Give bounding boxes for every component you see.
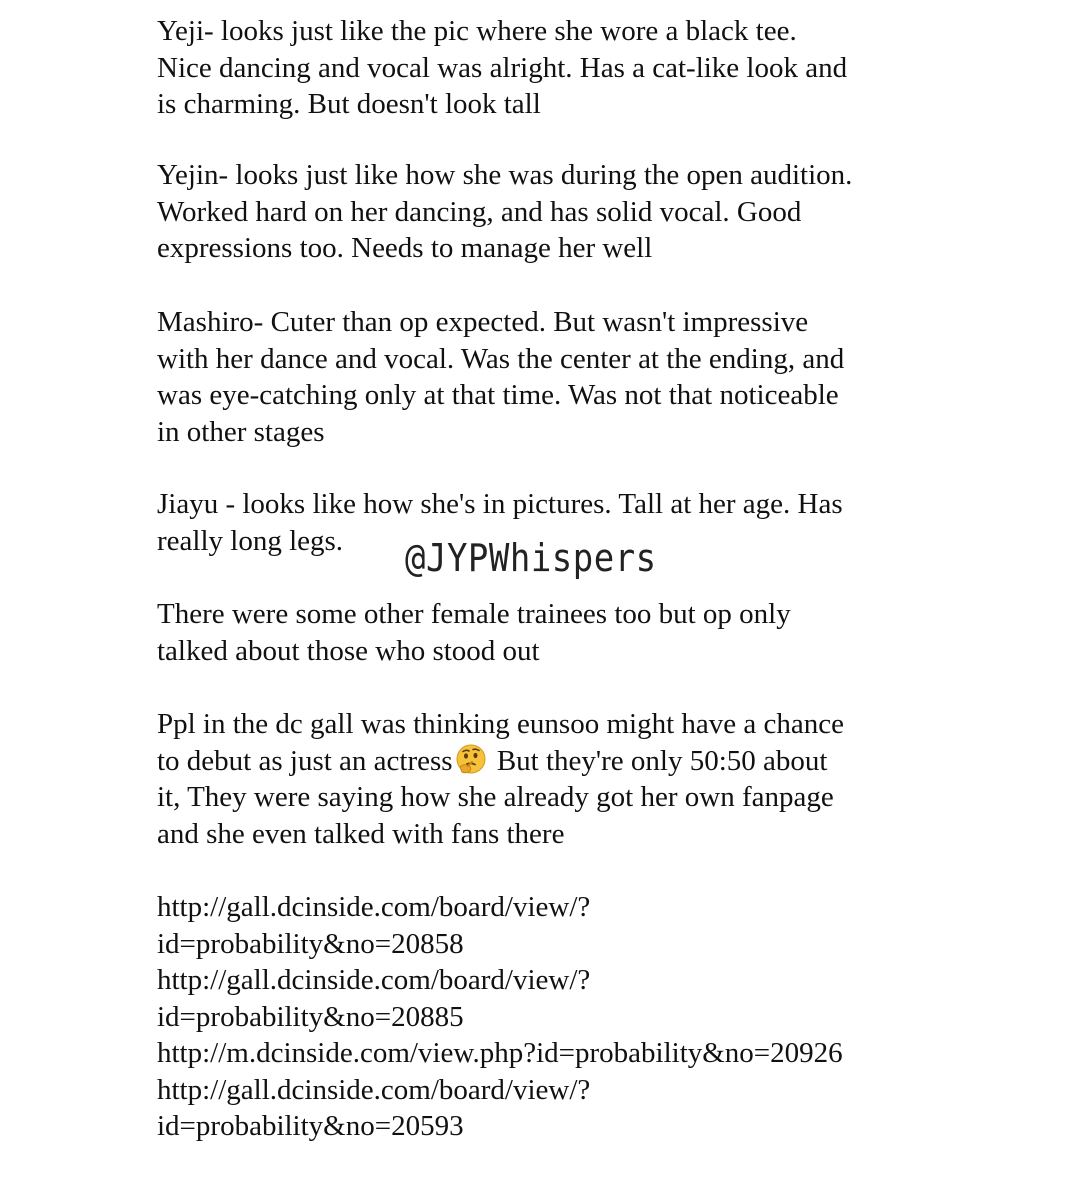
source-link-line: http://gall.dcinside.com/board/view/? xyxy=(157,1073,591,1106)
eunsoo-line-2-end: But they're only 50:50 about xyxy=(489,744,828,777)
eunsoo-line-1: Ppl in the dc gall was thinking eunsoo might have a chance xyxy=(157,708,844,740)
source-link-line: http://m.dcinside.com/view.php?id=probability&no=20926 xyxy=(157,1037,843,1069)
yejin-line-2: Worked hard on her dancing, and has solid vocal. Good xyxy=(157,195,802,228)
other-trainees-paragraph xyxy=(157,596,957,669)
eunsoo-paragraph xyxy=(157,706,957,852)
source-link-line: http://gall.dcinside.com/board/view/? xyxy=(157,891,591,923)
eunsoo-line-4: and she even talked with fans there xyxy=(157,817,565,850)
yeji-paragraph xyxy=(157,13,957,123)
eunsoo-line-2-start: to debut as just an actress xyxy=(157,744,453,777)
source-link-line: id=probability&no=20593 xyxy=(157,1110,464,1142)
jiayu-line-2: really long legs. xyxy=(157,524,344,557)
mashiro-line-2: with her dance and vocal. Was the center at the ending, and xyxy=(157,342,845,375)
source-link-line: id=probability&no=20885 xyxy=(157,1000,464,1033)
mashiro-line-3: was eye-catching only at that time. Was not that noticeable xyxy=(157,379,839,411)
yejin-paragraph xyxy=(157,157,957,267)
others-line-1: There were some other female trainees too but op only xyxy=(157,598,791,630)
jiayu-line-1: Jiayu - looks like how she's in pictures. Tall at her age. Has xyxy=(157,488,843,520)
yejin-line-3: expressions too. Needs to manage her well xyxy=(157,232,653,264)
mashiro-paragraph xyxy=(157,304,957,450)
eunsoo-line-2 xyxy=(157,743,957,780)
yeji-line-3: is charming. But doesn't look tall xyxy=(157,88,541,120)
yeji-line-1: Yeji- looks just like the pic where she wore a black tee. xyxy=(157,15,797,47)
others-line-2: talked about those who stood out xyxy=(157,634,540,667)
watermark-handle: @JYPWhispers xyxy=(405,536,657,582)
source-link-line: id=probability&no=20858 xyxy=(157,927,464,960)
source-link-line: http://gall.dcinside.com/board/view/? xyxy=(157,964,591,996)
source-links xyxy=(157,889,957,1145)
mashiro-line-4: in other stages xyxy=(157,415,325,448)
yeji-line-2: Nice dancing and vocal was alright. Has a cat-like look and xyxy=(157,51,848,84)
mashiro-line-1: Mashiro- Cuter than op expected. But wasn't impressive xyxy=(157,306,809,338)
yejin-line-1: Yejin- looks just like how she was during the open audition. xyxy=(157,159,853,191)
eunsoo-line-3: it, They were saying how she already got her own fanpage xyxy=(157,781,834,813)
thinking-face-icon xyxy=(454,743,488,777)
